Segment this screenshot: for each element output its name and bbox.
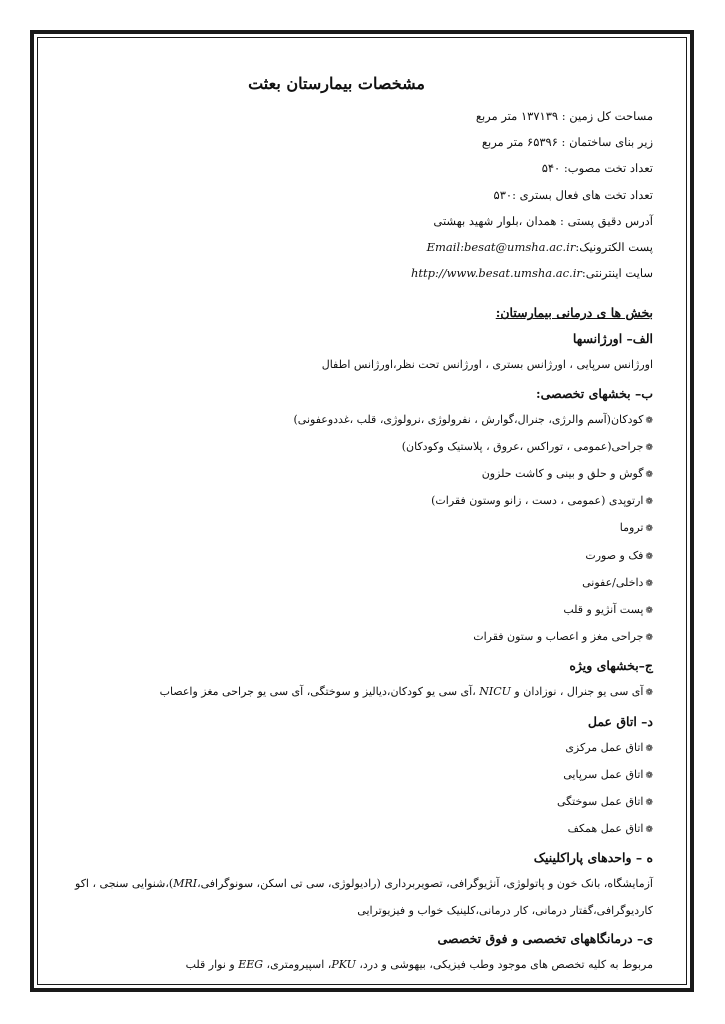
flower-bullet-icon: ❁ [645,524,653,535]
mri-term: MRI [173,877,198,891]
info-active-beds: تعداد تخت های فعال بستری :۵۳۰ [493,187,653,202]
list-item: ❁اتاق عمل سوختگی [556,795,653,809]
page-title: مشخصات بیمارستان بعثت [248,74,425,93]
list-item: ❁پست آنژیو و قلب [563,603,653,617]
info-email-line [50,234,653,260]
list-item: ❁کودکان(آسم والرژی، جنرال،گوارش ، نفرولوژی ،نرولوژی، قلب ،غددوعفونی) [293,412,653,426]
operating-rooms-list [50,735,653,844]
emergency-heading: الف– اورژانسها [572,331,653,347]
special-units-text: ❁آی سی یو جنرال ، نوزادان و NICU ،آی سی یو کودکان،دیالیز و سوختگی، آی سی یو جراحی مغز واعصاب [159,685,653,699]
list-item: ❁جراحی مغز و اعصاب و ستون فقرات [473,630,653,644]
paraclinic-heading: ه – واحدهای پاراکلینیک [533,850,653,866]
operating-rooms-heading: د– اتاق عمل [587,713,653,729]
clinics-heading: ی– درمانگاههای تخصصی و فوق تخصصی [437,930,653,946]
paraclinic-text-line1: آزمایشگاه، بانک خون و پاتولوژی، آنژیوگرافی، تصویربرداری (رادیولوژی، سی تی اسکن، سونوگرافی،MRI)،شنوایی سنجی ، اکو [75,877,653,891]
flower-bullet-icon: ❁ [645,442,653,453]
info-total-land-area: مساحت کل زمین : ۱۳۷۱۳۹ متر مربع [475,109,653,123]
info-building-area: زیر بنای ساختمان : ۶۵۳۹۶ متر مربع [481,135,653,150]
flower-bullet-icon: ❁ [645,470,653,481]
flower-bullet-icon: ❁ [645,497,653,508]
document-body [50,70,653,978]
specialty-list [50,407,653,652]
list-item: ❁تروما [619,521,653,535]
flower-bullet-icon: ❁ [645,606,653,617]
list-item: ❁اتاق عمل مرکزی [565,740,653,754]
sections-title: بخش ها ی درمانی بیمارستان: [495,305,653,321]
flower-bullet-icon: ❁ [645,578,653,589]
eeg-term: EEG [238,957,264,971]
special-units-heading: ج–بخشهای ویژه [569,658,653,674]
flower-bullet-icon: ❁ [645,551,653,562]
flower-bullet-icon: ❁ [645,743,653,754]
list-item: ❁گوش و حلق و بینی و کاشت حلزون [481,467,653,481]
email-link[interactable]: Email:besat@umsha.ac.ir [426,240,576,255]
paraclinic-text-line2: کاردیوگرافی،گفتار درمانی، کار درمانی،کلینیک خواب و فیزیوترایی [357,903,653,917]
list-item: ❁داخلی/عفونی [582,575,653,589]
flower-bullet-icon: ❁ [645,825,653,836]
list-item: ❁اتاق عمل همکف [567,822,653,836]
list-item: ❁اتاق عمل سرپایی [563,767,653,781]
list-item: ❁فک و صورت [585,548,653,562]
list-item: ❁جراحی(عمومی ، توراکس ،عروق ، پلاستیک وکودکان) [401,439,653,453]
list-item: ❁ارتوپدی (عمومی ، دست ، زانو وستون فقرات) [431,494,653,508]
info-approved-beds: تعداد تخت مصوب: ۵۴۰ [541,161,653,176]
info-website-line [50,260,653,286]
clinics-text: مربوط به کلیه تخصص های موجود وطب فیزیکی، بیهوشی و درد، PKU، اسپیرومتری، EEG و نوار قلب [185,957,653,971]
flower-bullet-icon: ❁ [645,415,653,426]
flower-bullet-icon: ❁ [645,688,653,699]
nicu-term: NICU [479,685,511,699]
emergency-text: اورژانس سرپایی ، اورژانس بستری ، اورژانس تحت نظر،اورژانس اطفال [321,358,653,372]
specialty-heading: ب– بخشهای تخصصی: [535,385,653,401]
info-postal-address: آدرس دقیق پستی : همدان ،بلوار شهید بهشتی [433,213,653,228]
flower-bullet-icon: ❁ [645,798,653,809]
email-label: پست الکترونیک: [575,240,653,255]
flower-bullet-icon: ❁ [645,770,653,781]
pku-term: PKU [331,957,356,971]
website-label: سایت اینترنتی: [581,266,653,281]
flower-bullet-icon: ❁ [645,633,653,644]
website-link[interactable]: http://www.besat.umsha.ac.ir [410,266,582,281]
